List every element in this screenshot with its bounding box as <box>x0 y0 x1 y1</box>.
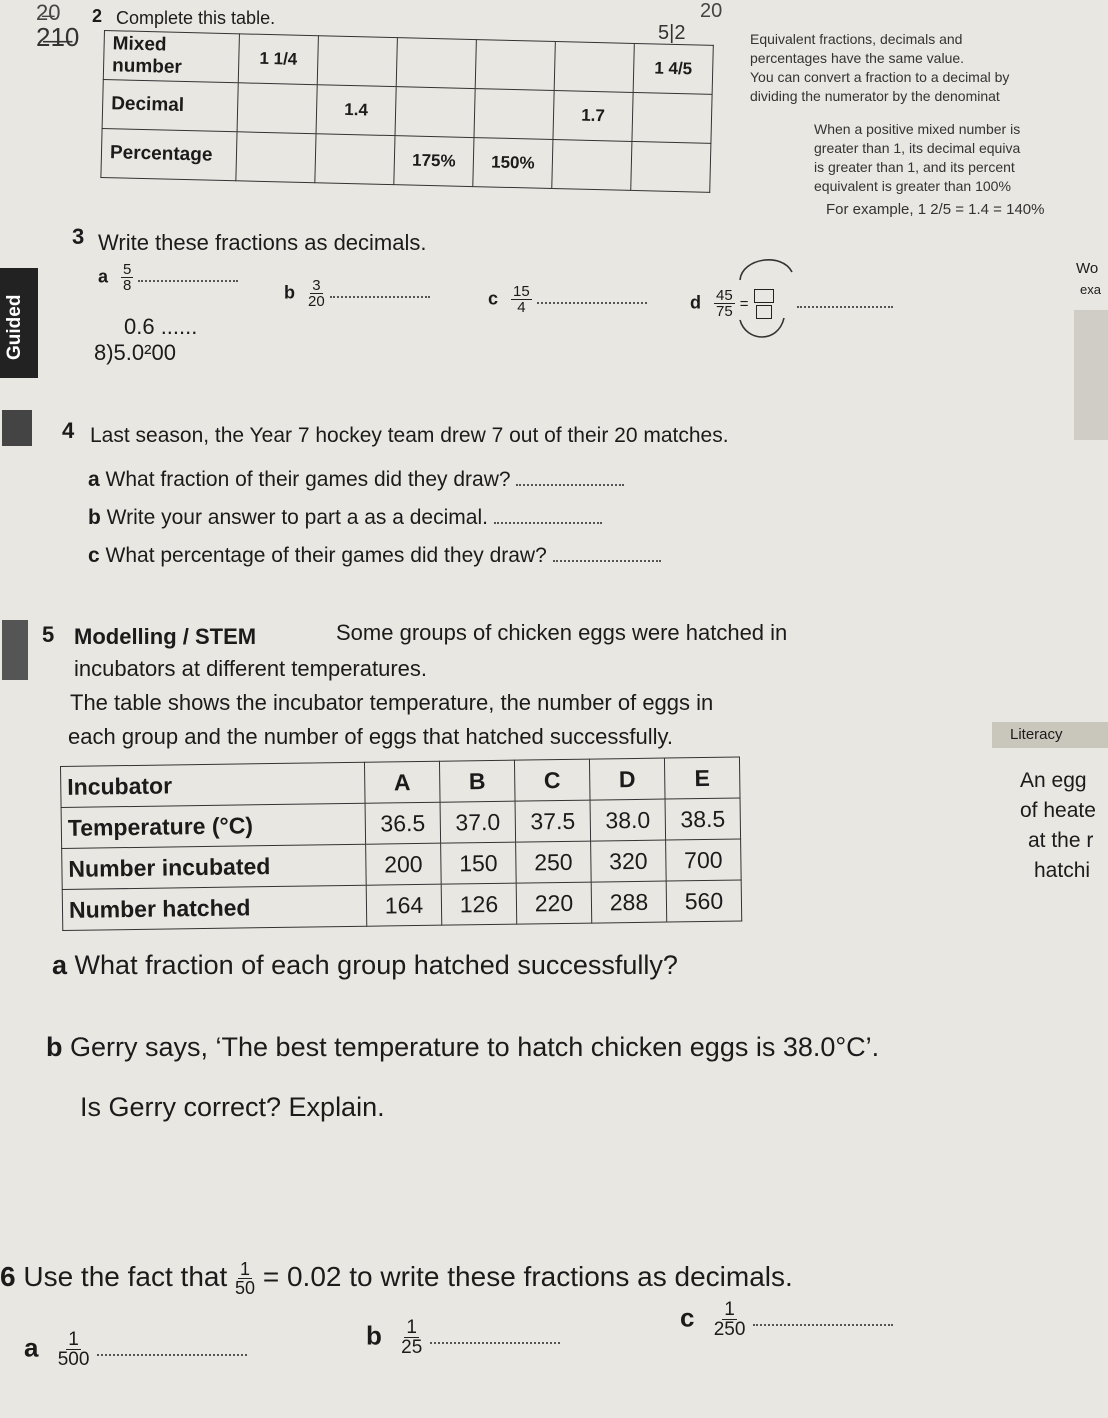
q5-b: b Gerry says, ‘The best temperature to hatch chicken eggs is 38.0°C’. <box>46 1032 880 1062</box>
cell[interactable] <box>396 38 476 89</box>
literacy-line: An egg <box>1020 769 1087 792</box>
q6-number: 6 <box>0 1260 16 1292</box>
working-quotient: 0.6 ...... <box>124 314 198 339</box>
cell: 700 <box>666 839 742 881</box>
side-text: exa <box>1080 282 1101 297</box>
denominator: 500 <box>57 1349 90 1370</box>
q5-line: Some groups of chicken eggs were hatched in <box>336 620 788 645</box>
numerator: 45 <box>716 287 733 304</box>
guided-label: Guided <box>4 294 25 360</box>
q5-line: incubators at different temperatures. <box>74 656 428 681</box>
answer-line[interactable] <box>138 279 238 282</box>
q2-table <box>100 30 713 193</box>
q2-title: Complete this table. <box>116 8 276 28</box>
q2-scrawl: 5|2 <box>658 22 686 44</box>
q3-part-d: d $\frac{45}{75}$ = <box>690 288 893 319</box>
part-label: b <box>366 1320 382 1351</box>
denominator: 4 <box>517 299 526 316</box>
cell: 36.5 <box>365 802 441 844</box>
answer-line[interactable] <box>537 301 647 304</box>
cell[interactable]: 1 4/5 <box>633 43 713 94</box>
answer-line[interactable] <box>516 483 624 486</box>
info-line: is greater than 1, and its percent <box>814 159 1015 175</box>
q4-number: 4 <box>62 418 75 443</box>
calculator-icon <box>2 410 32 446</box>
row-label: Number incubated <box>62 844 367 889</box>
cell: 288 <box>591 881 667 923</box>
side-text: Wo <box>1076 260 1099 277</box>
header-cell: Incubator <box>61 762 366 807</box>
info-example: For example, 1 2/5 = 1.4 = 140% <box>826 201 1045 218</box>
conversion-arrow-icon <box>722 250 812 350</box>
part-label: d <box>690 292 701 313</box>
row-label: Number hatched <box>62 885 367 930</box>
header-cell: A <box>364 761 440 803</box>
q5-heading: Modelling / STEM <box>74 624 257 649</box>
cell[interactable] <box>552 140 632 191</box>
q3-number: 3 <box>72 224 85 249</box>
guided-tab <box>0 268 38 378</box>
q5-line: each group and the number of eggs that hatched successfully. <box>68 724 673 749</box>
literacy-line: of heate <box>1020 799 1096 822</box>
handwritten-scrawl-right: 20 <box>700 0 723 22</box>
info-line: dividing the numerator by the denominat <box>750 88 1000 104</box>
q5-line: The table shows the incubator temperature, the number of eggs in <box>70 690 714 715</box>
q5-b-question: Is Gerry correct? Explain. <box>80 1092 385 1122</box>
handwritten-scrawl: 2̶0 <box>36 0 61 25</box>
denominator: 75 <box>716 303 733 320</box>
denominator: 250 <box>713 1319 746 1340</box>
denominator: 50 <box>235 1278 256 1298</box>
answer-line[interactable] <box>330 295 430 298</box>
q6-text: = 0.02 to write these fractions as decimals. <box>262 1260 793 1292</box>
answer-line[interactable] <box>753 1323 893 1326</box>
q4-c-text: What percentage of their games did they draw? <box>105 544 547 567</box>
margin-scrawl: 2̶1̶0 <box>36 22 80 52</box>
info-line: Equivalent fractions, decimals and <box>750 31 963 47</box>
numerator: 3 <box>312 277 321 294</box>
denominator: 20 <box>308 293 325 310</box>
numerator: 5 <box>123 261 132 278</box>
cell[interactable]: 1 1/4 <box>238 34 318 85</box>
answer-line[interactable] <box>553 559 661 562</box>
numerator: 1 <box>406 1317 417 1338</box>
row-label: Mixed number <box>103 31 239 83</box>
cell: 38.5 <box>665 798 741 840</box>
numerator: 1 <box>724 1299 735 1320</box>
cell: 126 <box>441 883 517 925</box>
cell[interactable] <box>475 40 555 91</box>
part-label: c <box>680 1302 695 1333</box>
cell[interactable]: 175% <box>394 136 474 187</box>
cell: 37.5 <box>515 800 591 842</box>
cell: 200 <box>366 843 442 885</box>
stem-icon <box>2 620 28 680</box>
working-division: 8)5.0²00 <box>94 340 176 365</box>
q5-number: 5 <box>42 622 55 647</box>
info-box <box>750 30 1108 219</box>
info-line: equivalent is greater than 100% <box>814 178 1011 194</box>
cell: 164 <box>366 884 442 926</box>
cell[interactable] <box>317 36 397 87</box>
info-line: When a positive mixed number is <box>814 121 1021 137</box>
cell: 38.0 <box>590 799 666 841</box>
q3-part-b <box>284 278 430 309</box>
numerator: 1 <box>68 1329 79 1350</box>
cell[interactable] <box>395 87 475 138</box>
cell: 220 <box>516 882 592 924</box>
q4-c: c What percentage of their games did they draw? <box>88 544 661 568</box>
cell[interactable]: 150% <box>473 138 553 189</box>
q5-b-text: Gerry says, ‘The best temperature to hatch chicken eggs is 38.0°C’. <box>70 1032 880 1062</box>
literacy-line: at the r <box>1028 829 1094 852</box>
q6-part-b <box>366 1318 560 1357</box>
q4-a-text: What fraction of their games did they draw? <box>105 468 511 491</box>
denominator: 8 <box>123 277 132 294</box>
numerator: 15 <box>513 283 530 300</box>
q4-b-text: Write your answer to part a as a decimal. <box>106 506 488 529</box>
cell: 250 <box>516 841 592 883</box>
answer-line[interactable] <box>430 1341 560 1344</box>
cell: 320 <box>591 840 667 882</box>
cell[interactable] <box>554 42 634 93</box>
q4-text: Last season, the Year 7 hockey team drew 7 out of their 20 matches. <box>90 424 729 447</box>
q3-part-c <box>488 284 647 315</box>
denominator: 25 <box>401 1337 423 1358</box>
literacy-tab: Literacy <box>992 722 1108 748</box>
header-cell: C <box>514 759 590 801</box>
q6 <box>0 1260 793 1297</box>
cell: 150 <box>441 842 517 884</box>
part-label: b <box>284 282 295 303</box>
table-row <box>62 880 742 930</box>
cell: 560 <box>666 880 742 922</box>
part-label: a <box>98 266 109 287</box>
row-label: Percentage <box>101 128 237 180</box>
q6-text: Use the fact that <box>23 1260 228 1292</box>
row-label: Decimal <box>102 79 238 131</box>
cell[interactable] <box>237 83 317 134</box>
q3-part-a <box>98 262 238 293</box>
cell[interactable]: 1.4 <box>316 85 396 136</box>
info-line: percentages have the same value. <box>750 50 965 66</box>
q4-b: b Write your answer to part a as a decimal. <box>88 506 602 530</box>
cell[interactable] <box>474 89 554 140</box>
literacy-line: hatchi <box>1034 859 1091 882</box>
answer-line[interactable] <box>494 521 602 524</box>
header-cell: E <box>664 757 740 799</box>
q5-a: a What fraction of each group hatched successfully? <box>52 950 678 980</box>
part-label: a <box>24 1332 39 1363</box>
info-line: You can convert a fraction to a decimal by <box>750 69 1010 85</box>
header-cell: B <box>439 760 515 802</box>
cell[interactable] <box>315 134 395 185</box>
cell[interactable] <box>631 141 711 192</box>
q5-a-text: What fraction of each group hatched successfully? <box>74 950 678 980</box>
q4-a: a What fraction of their games did they draw? <box>88 468 624 492</box>
row-label: Temperature (°C) <box>61 803 366 848</box>
part-label: c <box>488 288 499 309</box>
cell: 37.0 <box>440 801 516 843</box>
q3-text: Write these fractions as decimals. <box>98 230 427 255</box>
header-cell: D <box>589 758 665 800</box>
cell[interactable] <box>632 92 712 143</box>
incubator-table <box>60 757 742 931</box>
cell[interactable]: 1.7 <box>553 91 633 142</box>
q2-number: 2 <box>92 6 103 26</box>
literacy-box <box>1020 766 1096 886</box>
q6-part-a <box>24 1330 247 1369</box>
qr-code-icon <box>1074 310 1108 440</box>
info-line: greater than 1, its decimal equiva <box>814 140 1021 156</box>
answer-line[interactable] <box>97 1353 247 1356</box>
q6-part-c <box>680 1300 893 1339</box>
numerator: 1 <box>240 1259 251 1279</box>
cell[interactable] <box>236 132 316 183</box>
